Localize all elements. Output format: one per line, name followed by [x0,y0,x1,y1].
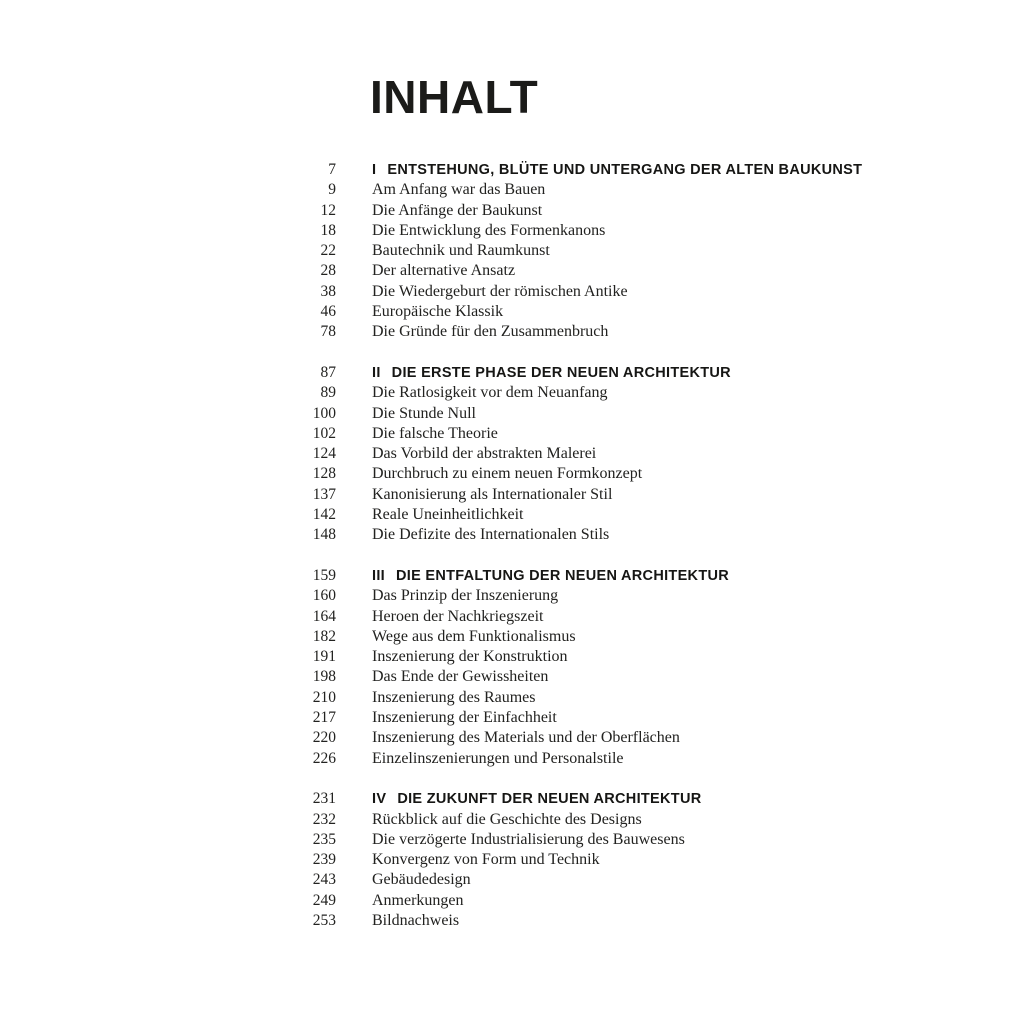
entry-title: Inszenierung des Materials und der Oberflächen [372,729,680,747]
entry-title: Die Entwicklung des Formenkanons [372,221,606,239]
toc-row [260,180,880,200]
toc-row [260,667,880,687]
toc-row [260,850,880,870]
page-number: 191 [312,648,336,666]
page-number: 9 [328,181,336,199]
toc-section [260,566,880,769]
section-heading-title: DIE ZUKUNFT DER NEUEN ARCHITEKTUR [397,791,702,808]
page-number: 164 [312,607,336,625]
section-numeral: I [372,162,377,178]
entry-title: Die Anfänge der Baukunst [372,201,543,219]
entry-title: Konvergenz von Form und Technik [372,851,600,869]
section-heading-title: DIE ERSTE PHASE DER NEUEN ARCHITEKTUR [391,364,731,381]
entry-title: Die verzögerte Industrialisierung des Bauwesens [372,830,685,848]
entry-title: Die Ratlosigkeit vor dem Neuanfang [372,384,608,402]
page-number: 78 [320,323,336,341]
toc-section [260,160,880,343]
toc-row [260,688,880,708]
toc-heading-row [260,789,880,809]
page-number: 253 [312,911,336,929]
entry-title: Das Prinzip der Inszenierung [372,587,559,605]
entry-title: Heroen der Nachkriegszeit [372,607,544,625]
toc-row [260,627,880,647]
page-number: 137 [312,485,336,503]
entry-title: Inszenierung des Raumes [372,688,536,706]
entry-title: Inszenierung der Einfachheit [372,709,557,727]
entry-title: Kanonisierung als Internationaler Stil [372,485,613,503]
page-number: 89 [320,384,336,402]
toc-row [260,485,880,505]
section-numeral: III [372,567,385,584]
page-number: 217 [312,709,336,727]
entry-title: Gebäudedesign [372,871,471,889]
page-number: 148 [312,526,336,544]
page-number: 46 [320,303,336,321]
section-heading [372,789,880,809]
toc-row [260,424,880,444]
toc-list [260,160,880,952]
entry-title: Rückblick auf die Geschichte des Designs [372,810,642,828]
entry-title: Inszenierung der Konstruktion [372,648,568,666]
section-heading [372,363,880,383]
toc-row [260,261,880,281]
page-number: 232 [312,810,336,828]
toc-row [260,444,880,464]
page-number: 249 [312,891,336,909]
toc-row [260,830,880,850]
entry-title: Einzelinszenierungen und Personalstile [372,749,624,767]
entry-title: Wege aus dem Funktionalismus [372,627,576,645]
page-number: 102 [312,424,336,442]
page-number: 210 [312,688,336,706]
page-number: 243 [312,871,336,889]
section-heading [372,566,880,586]
entry-title: Durchbruch zu einem neuen Formkonzept [372,465,643,483]
page-number: 12 [320,201,336,219]
toc-row [260,383,880,403]
page-number: 220 [312,729,336,747]
page-number: 38 [320,282,336,300]
page-number: 226 [312,749,336,767]
page-number: 159 [312,566,336,584]
page-number: 142 [312,506,336,524]
toc-row [260,404,880,424]
toc-heading-row [260,160,880,180]
toc-row [260,201,880,221]
page-number: 239 [312,851,336,869]
toc-row [260,464,880,484]
entry-title: Bildnachweis [372,911,460,929]
section-heading [372,160,880,180]
page-number: 22 [320,242,336,260]
page-number: 18 [320,221,336,239]
page-number: 160 [312,587,336,605]
entry-title: Am Anfang war das Bauen [372,181,546,199]
section-heading-title: DIE ENTFALTUNG DER NEUEN ARCHITEKTUR [396,567,730,584]
toc-section [260,789,880,931]
toc-heading-row [260,363,880,383]
entry-title: Die falsche Theorie [372,424,498,442]
section-numeral: II [372,364,381,381]
toc-row [260,282,880,302]
toc-row [260,525,880,545]
toc-row [260,911,880,931]
entry-title: Das Ende der Gewissheiten [372,668,549,686]
toc-row [260,647,880,667]
toc-row [260,302,880,322]
toc-row [260,891,880,911]
section-heading-title: ENTSTEHUNG, BLÜTE UND UNTERGANG DER ALTEN BAUKUNST [387,162,863,178]
page-number: 87 [320,363,336,381]
toc-section [260,363,880,546]
entry-title: Die Gründe für den Zusammenbruch [372,323,609,341]
page-number: 198 [312,668,336,686]
entry-title: Reale Uneinheitlichkeit [372,506,524,524]
page-number: 124 [312,445,336,463]
section-numeral: IV [372,791,387,808]
page-number: 235 [312,830,336,848]
page-number: 231 [312,790,336,808]
toc-row [260,505,880,525]
toc-row [260,708,880,728]
entry-title: Die Stunde Null [372,404,476,422]
entry-title: Europäische Klassik [372,303,504,321]
page-number: 182 [312,627,336,645]
entry-title: Anmerkungen [372,891,464,909]
page-number: 100 [312,404,336,422]
toc-row [260,586,880,606]
toc-row [260,322,880,342]
page-number: 128 [312,465,336,483]
toc-heading-row [260,566,880,586]
entry-title: Der alternative Ansatz [372,262,516,280]
entry-title: Das Vorbild der abstrakten Malerei [372,445,597,463]
entry-title: Die Wiedergeburt der römischen Antike [372,282,628,300]
page-title: INHALT [370,71,539,123]
toc-row [260,221,880,241]
toc-row [260,607,880,627]
toc-row [260,749,880,769]
page-number: 28 [320,262,336,280]
toc-row [260,870,880,890]
toc-row [260,810,880,830]
toc-row [260,728,880,748]
entry-title: Die Defizite des Internationalen Stils [372,526,610,544]
page-number: 7 [328,161,336,178]
entry-title: Bautechnik und Raumkunst [372,242,550,260]
toc-row [260,241,880,261]
